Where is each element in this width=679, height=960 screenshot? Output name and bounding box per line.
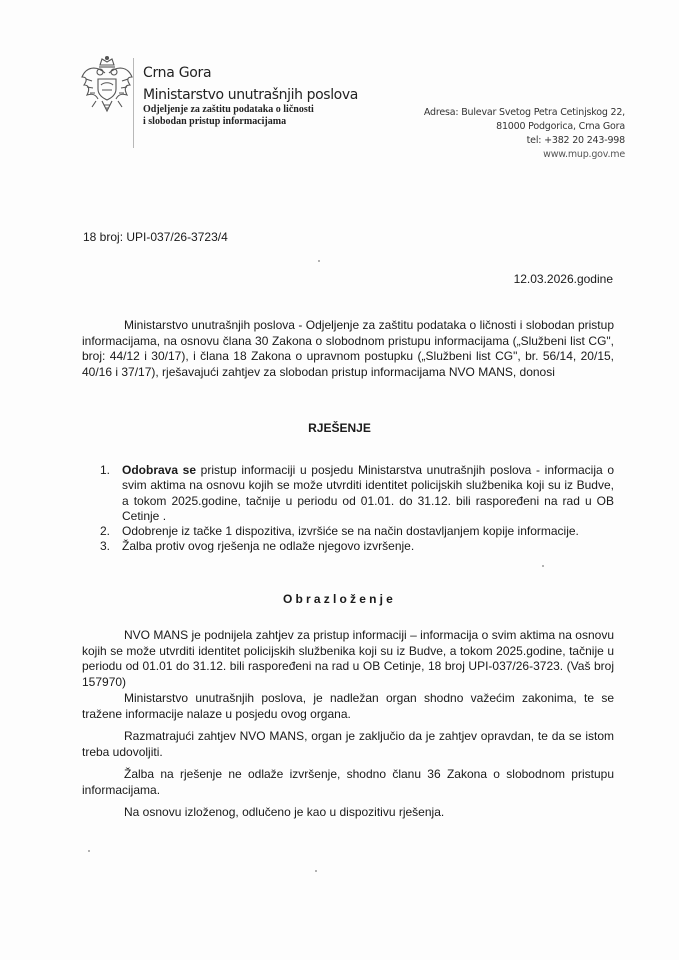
item-text: Žalba protiv ovog rješenja ne odlaže njegovo izvršenje. (122, 539, 415, 554)
item-number: 2. (100, 524, 111, 539)
scan-speck (542, 565, 544, 567)
decision-heading: RJEŠENJE (308, 421, 371, 435)
item-text: Odobrenje iz tačke 1 dispozitiva, izvršiće se na način dostavljanjem kopije informacije. (122, 524, 579, 539)
scan-speck (318, 260, 320, 262)
reasoning-paragraph: Na osnovu izloženog, odlučeno je kao u dispozitivu rješenja. (124, 805, 445, 819)
reasoning-paragraph: NVO MANS je podnijela zahtjev za pristup informaciji – informacija o svim aktima na osnovu kojih se može utvrditi identitet policijskih službenika koji su iz Budve, a tokom 2025.godine, tačnije u periodu od 01.01 do 31.12. bili raspoređeni na rad u OB Cetinje, 18 broj UPI-037/26-3723. (Vaš broj 157970) (82, 628, 614, 689)
reasoning-paragraph: Ministarstvo unutrašnjih poslova, je nadležan organ shodno važećim zakonima, te se tražene informacije nalaze u posjedu ovog organa. (82, 691, 614, 721)
phone-number: tel: +382 20 243-998 (526, 135, 625, 146)
address-line1: Adresa: Bulevar Svetog Petra Cetinjskog 22, (423, 107, 625, 118)
country-name: Crna Gora (143, 65, 212, 81)
department-name-line2: i slobodan pristup informacijama (143, 116, 287, 127)
website-link[interactable]: www.mup.gov.me (543, 149, 625, 160)
scan-speck (88, 850, 90, 852)
dispositive-item (100, 463, 614, 524)
item-text: pristup informaciji u posjedu Ministarstva unutrašnjih poslova - informacija o svim aktima na osnovu kojih se može utvrditi identitet policijskih službenika koji su iz Budve, a tokom 2025.godine, tačnije u periodu od 01.01. do 31.12. bili raspoređeni na rad u OB Cetinje . (122, 463, 614, 523)
item-bold-lead: Odobrava se (122, 463, 197, 477)
reasoning-paragraph: Razmatrajući zahtjev NVO MANS, organ je zaključio da je zahtjev opravdan, te da se istom treba udovoljiti. (82, 729, 614, 759)
dispositive-item (100, 524, 614, 539)
address-line2: 81000 Podgorica, Crna Gora (496, 121, 625, 132)
header-divider (133, 58, 134, 148)
reasoning-heading: Obrazloženje (282, 592, 397, 606)
document-date: 12.03.2026.godine (513, 272, 613, 286)
dispositive-item (100, 539, 614, 554)
item-number: 3. (100, 539, 111, 554)
department-name-line1: Odjeljenje za zaštitu podataka o ličnosti (143, 104, 314, 115)
reasoning-section (82, 628, 614, 828)
address-block (424, 106, 625, 162)
reference-number: 18 broj: UPI-037/26-3723/4 (83, 230, 228, 244)
reasoning-paragraph: Žalba na rješenje ne odlaže izvršenje, shodno članu 36 Zakona o slobodnom pristupu informacijama. (82, 767, 614, 797)
dispositive-list (100, 463, 614, 555)
scan-speck (315, 870, 317, 872)
intro-paragraph: Ministarstvo unutrašnjih poslova - Odjeljenje za zaštitu podataka o ličnosti i slobodan pristup informacijama, na osnovu člana 30 Zakona o slobodnom pristupu informacijama („Službeni list CG", broj: 44/12 i 30/17), i člana 18 Zakona o upravnom postupku („Službeni list CG", br. 56/14, 20/15, 40/16 i 37/17), rješavajući zahtjev za slobodan pristup informacijama NVO MANS, donosi (82, 318, 614, 379)
montenegro-coat-of-arms-icon (78, 55, 136, 117)
ministry-name: Ministarstvo unutrašnjih poslova (143, 87, 358, 103)
organization-block (143, 65, 358, 128)
item-number: 1. (100, 463, 111, 477)
